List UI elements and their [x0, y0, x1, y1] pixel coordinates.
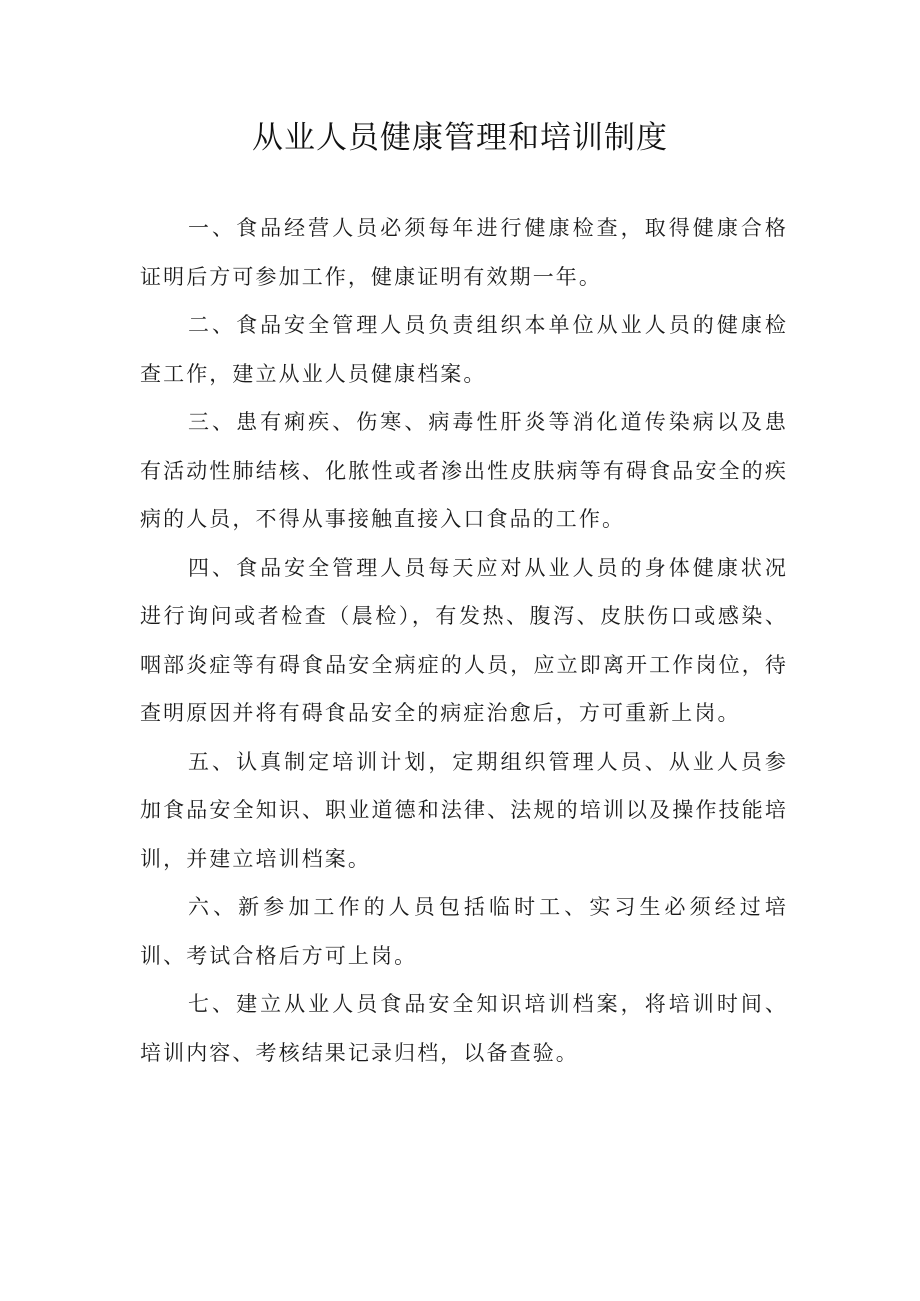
document-title: 从业人员健康管理和培训制度 — [252, 120, 668, 156]
paragraph-5: 五、认真制定培训计划，定期组织管理人员、从业人员参加食品安全知识、职业道德和法律、法规的培训以及操作技能培训，并建立培训档案。 — [140, 749, 788, 871]
paragraph-1: 一、食品经营人员必须每年进行健康检查，取得健康合格证明后方可参加工作，健康证明有效期一年。 — [140, 216, 788, 289]
paragraph-3: 三、患有痢疾、伤寒、病毒性肝炎等消化道传染病以及患有活动性肺结核、化脓性或者渗出性皮肤病等有碍食品安全的疾病的人员，不得从事接触直接入口食品的工作。 — [140, 410, 788, 531]
paragraph-2: 二、食品安全管理人员负责组织本单位从业人员的健康检查工作，建立从业人员健康档案。 — [140, 313, 788, 386]
paragraph-6: 六、新参加工作的人员包括临时工、实习生必须经过培训、考试合格后方可上岗。 — [140, 895, 788, 968]
paragraph-7: 七、建立从业人员食品安全知识培训档案，将培训时间、培训内容、考核结果记录归档，以备查验。 — [140, 992, 788, 1065]
document-body — [140, 204, 788, 1077]
paragraph-4: 四、食品安全管理人员每天应对从业人员的身体健康状况进行询问或者检查（晨检），有发热、腹泻、皮肤伤口或感染、咽部炎症等有碍食品安全病症的人员，应立即离开工作岗位，待查明原因并将有碍食品安全的病症治愈后，方可重新上岗。 — [140, 555, 788, 725]
